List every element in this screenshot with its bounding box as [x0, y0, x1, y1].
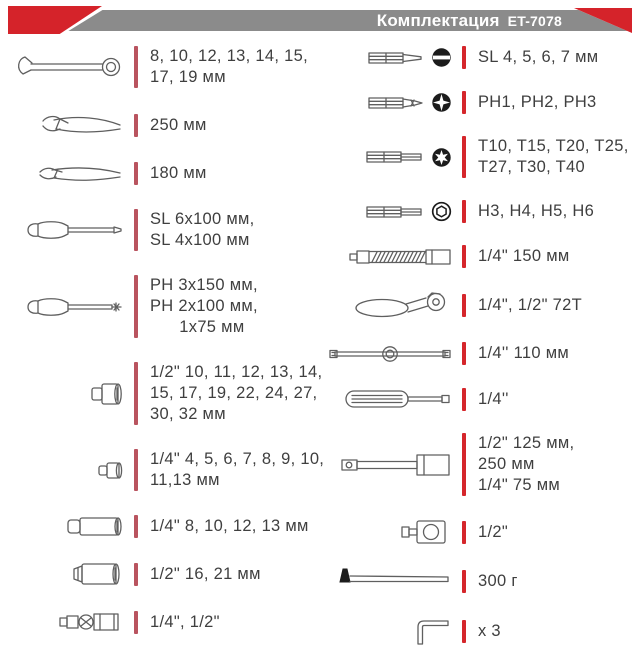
tool-spec-line: SL 4x100 мм: [150, 231, 250, 249]
combination-pliers-icon: [8, 163, 134, 185]
tool-row: [324, 136, 638, 178]
tool-spec-line: x 3: [478, 621, 501, 640]
tool-spec-line: PH1, PH2, PH3: [478, 93, 597, 111]
hex-key-icon: [324, 616, 462, 646]
hammer-icon: [324, 568, 462, 594]
tool-spec-text: [150, 362, 322, 425]
tool-spec-text: [150, 209, 255, 251]
tool-spec-line: 300 г: [478, 571, 518, 590]
tool-spec-text: [150, 114, 207, 137]
red-separator: [462, 294, 466, 317]
tool-spec-text: [150, 162, 207, 185]
tool-spec-text: [150, 275, 258, 338]
tool-spec: [462, 91, 597, 114]
tool-row: [324, 387, 638, 411]
tool-spec: [462, 521, 508, 544]
tool-row: [324, 568, 638, 594]
tool-spec-text: [478, 136, 629, 178]
tool-spec: [462, 200, 594, 223]
tool-spec-line: 11,13 мм: [150, 471, 220, 489]
tool-spec-line: SL 6x100 мм,: [150, 210, 255, 228]
red-separator: [134, 209, 138, 251]
tool-row: [8, 515, 324, 538]
tool-spec-line: 1/4" 8, 10, 12, 13 мм: [150, 517, 309, 535]
socket-quarter-inch-icon: [8, 460, 134, 480]
tool-spec-line: 1/4", 1/2": [150, 612, 220, 631]
slotted-bit-icon: [324, 47, 462, 68]
red-separator: [462, 433, 466, 496]
red-separator: [462, 200, 466, 223]
tool-spec-line: 1/4'' 110 мм: [478, 344, 569, 362]
tool-row: [324, 290, 638, 320]
tool-spec-text: [478, 388, 509, 411]
tool-spec: [134, 209, 255, 251]
tool-spec-line: 180 мм: [150, 164, 207, 182]
tool-spec-line: 1x75 мм: [150, 318, 245, 336]
tool-spec: [462, 388, 509, 411]
red-separator: [462, 620, 466, 643]
tool-spec: [134, 449, 324, 491]
tool-spec: [134, 563, 261, 586]
red-separator: [134, 563, 138, 586]
header-title-wrap: [377, 10, 562, 31]
tool-spec: [134, 46, 308, 88]
page-title: Комплектация: [376, 10, 500, 30]
red-separator: [462, 521, 466, 544]
tool-spec-text: [150, 46, 308, 88]
tool-spec: [462, 245, 569, 268]
red-separator: [462, 245, 466, 268]
tool-row: [8, 362, 324, 425]
tool-row: [8, 162, 324, 185]
red-separator: [134, 162, 138, 185]
tool-spec-text: [478, 521, 508, 544]
tool-spec-text: [478, 245, 569, 268]
tool-spec-text: [478, 46, 598, 69]
tool-spec: [134, 362, 322, 425]
spinner-handle-icon: [324, 387, 462, 411]
red-separator: [134, 114, 138, 137]
tool-spec-text: [478, 433, 574, 496]
tool-spec-text: [150, 611, 220, 634]
tool-spec-line: PH 2x100 мм,: [150, 297, 258, 315]
tool-row: [8, 449, 324, 491]
tool-spec-line: 1/2" 125 мм,: [478, 434, 575, 452]
tool-row: [324, 46, 638, 69]
tool-spec-text: [478, 91, 597, 114]
slotted-screwdriver-icon: [8, 217, 134, 243]
combination-wrench-icon: [8, 54, 134, 80]
tool-row: [324, 91, 638, 114]
red-separator: [134, 275, 138, 338]
tool-row: [324, 433, 638, 496]
ratchet-handle-icon: [324, 290, 462, 320]
tool-row: [8, 46, 324, 88]
tool-spec-text: [150, 449, 324, 491]
tool-spec: [134, 114, 207, 137]
water-pump-pliers-icon: [8, 112, 134, 138]
tool-spec-line: 8, 10, 12, 13, 14, 15,: [150, 47, 308, 65]
hex-bit-icon: [324, 201, 462, 222]
tool-spec: [134, 275, 258, 338]
torx-bit-icon: [324, 147, 462, 168]
phillips-screwdriver-icon: [8, 294, 134, 320]
red-separator: [134, 449, 138, 491]
tool-spec: [462, 342, 569, 365]
komplektacia-sheet: [0, 4, 640, 668]
tool-row: [324, 200, 638, 223]
tool-row: [8, 562, 324, 586]
tool-row: [8, 112, 324, 138]
header-bar: [0, 4, 640, 38]
red-separator: [134, 515, 138, 538]
tool-spec-line: SL 4, 5, 6, 7 мм: [478, 48, 599, 66]
tool-spec-line: 1/4'': [478, 389, 509, 408]
tool-spec-line: 1/4", 1/2" 72T: [478, 295, 582, 314]
tool-row: [8, 275, 324, 338]
red-separator: [462, 91, 466, 114]
tool-spec-text: [150, 563, 261, 586]
tool-spec-text: [150, 515, 309, 538]
left-column: [8, 46, 324, 668]
red-separator: [462, 342, 466, 365]
tool-spec: [134, 515, 309, 538]
tool-row: [8, 610, 324, 634]
tool-spec: [462, 433, 574, 496]
red-separator: [462, 46, 466, 69]
tool-spec: [462, 620, 501, 643]
red-separator: [134, 362, 138, 425]
tool-spec-line: 1/4" 75 мм: [478, 476, 561, 494]
tool-spec-line: T10, T15, T20, T25,: [478, 137, 629, 155]
tool-spec-line: 1/2" 16, 21 мм: [150, 564, 261, 583]
tool-spec: [462, 46, 598, 69]
tool-spec: [134, 162, 207, 185]
tool-spec-line: 15, 17, 19, 22, 24, 27,: [150, 384, 318, 402]
tool-row: [324, 245, 638, 268]
tool-spec-line: 1/4" 150 мм: [478, 247, 570, 265]
tool-spec-line: 1/4" 4, 5, 6, 7, 8, 9, 10,: [150, 450, 325, 468]
tool-spec-text: [478, 294, 582, 317]
red-separator: [462, 570, 466, 593]
tool-spec-line: T27, T30, T40: [478, 158, 585, 176]
model-code: ET-7078: [507, 12, 562, 29]
socket-half-inch-icon: [8, 381, 134, 407]
red-separator: [462, 136, 466, 178]
phillips-bit-icon: [324, 92, 462, 113]
universal-joint-icon: [8, 610, 134, 634]
tool-row: [324, 518, 638, 546]
tool-spec-line: 30, 32 мм: [150, 405, 226, 423]
deep-socket-icon: [8, 516, 134, 537]
sliding-t-bar-icon: [324, 346, 462, 362]
tool-spec-line: 17, 19 мм: [150, 68, 226, 86]
spark-plug-socket-icon: [8, 562, 134, 586]
tool-row: [324, 342, 638, 365]
right-column: [324, 46, 638, 668]
red-separator: [134, 611, 138, 634]
extension-bars-icon: [324, 452, 462, 478]
adapter-icon: [324, 518, 462, 546]
tool-spec: [462, 570, 518, 593]
tool-spec-text: [478, 620, 501, 643]
tool-spec: [134, 611, 220, 634]
tool-row: [8, 209, 324, 251]
tool-row: [324, 616, 638, 646]
flexible-extension-icon: [324, 247, 462, 267]
red-separator: [134, 46, 138, 88]
content-columns: [0, 38, 640, 668]
tool-spec-line: 250 мм: [150, 115, 207, 134]
red-separator: [462, 388, 466, 411]
tool-spec-text: [478, 200, 594, 223]
tool-spec-line: 1/2": [478, 522, 508, 541]
tool-spec: [462, 294, 582, 317]
tool-spec-line: 250 мм: [478, 455, 535, 473]
tool-spec-line: PH 3x150 мм,: [150, 276, 258, 294]
tool-spec-line: 1/2" 10, 11, 12, 13, 14,: [150, 363, 323, 381]
tool-spec-text: [478, 570, 518, 593]
tool-spec-line: H3, H4, H5, H6: [478, 202, 595, 220]
tool-spec-text: [478, 342, 569, 365]
tool-spec: [462, 136, 629, 178]
